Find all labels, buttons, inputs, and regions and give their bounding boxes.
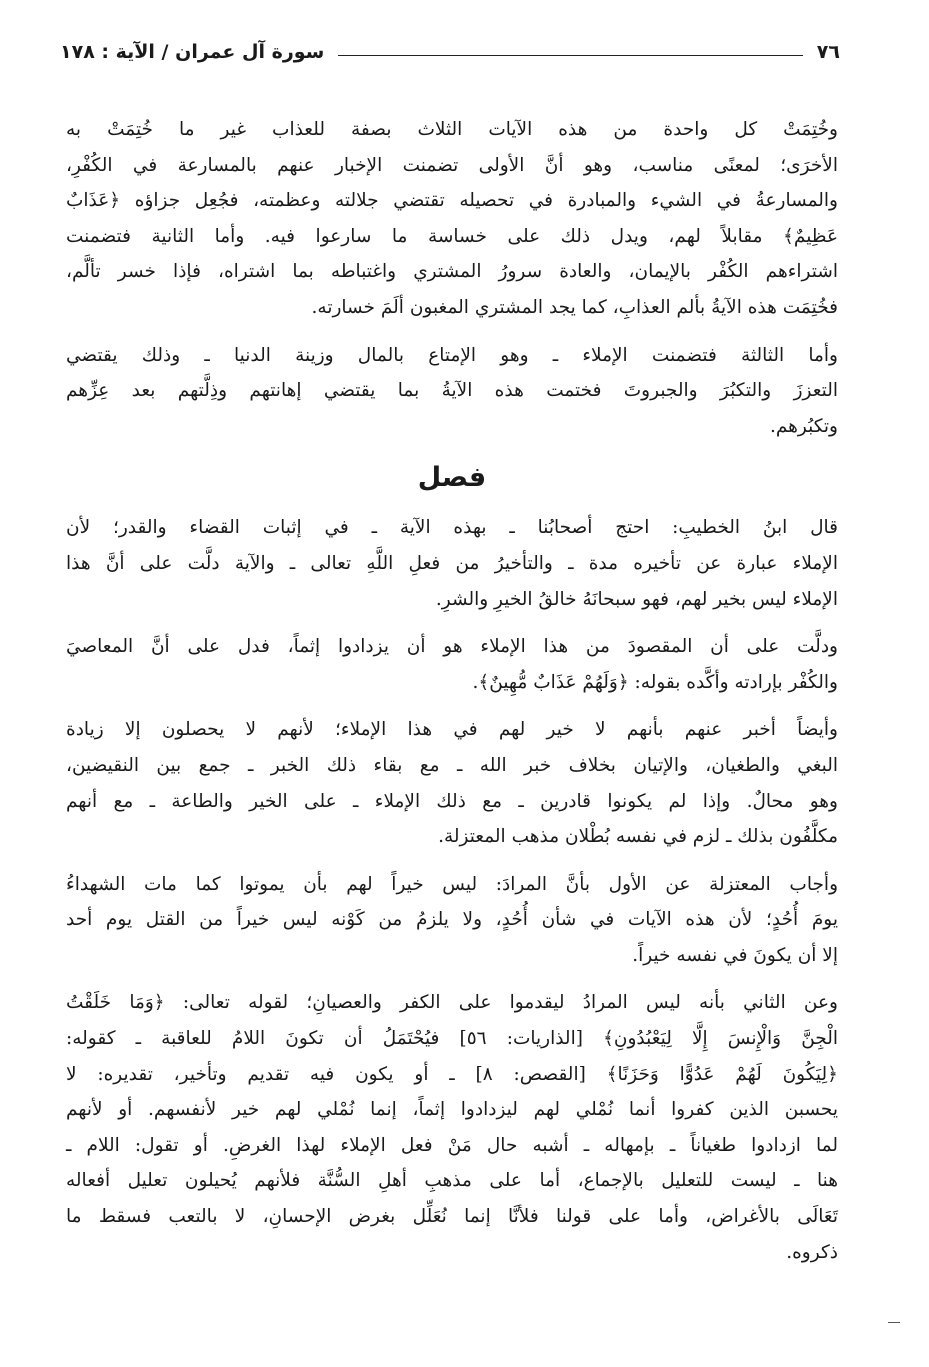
header-rule <box>338 55 802 56</box>
text-line: إلا أن يكونَ في نفسه خيراً. <box>632 944 838 966</box>
page-number: ٧٦ <box>816 41 840 63</box>
text-line: يومَ أُحُدٍ؛ لأن هذه الآيات في شأن أُحُدٍ، ولا يلزمُ من كَوْنه ليس خيراً من القتل يوم أحد <box>66 909 838 931</box>
text-line: الأخرَى؛ لمعنًى مناسب، وهو أنَّ الأولى تضمنت الإخبار عنهم بالمسارعة في الكُفْرِ، <box>66 154 838 176</box>
text-line: الْجِنَّ وَالْإِنسَ إِلَّا لِيَعْبُدُونِ﴾ [الذاريات: ٥٦] فيُحْتَمَلُ أن تكونَ اللامُ للعاقبة ـ كقوله: <box>66 1028 839 1050</box>
margin-mark <box>888 1322 900 1323</box>
text-line: فخُتِمَت هذه الآيةُ بألم العذابِ، كما يجد المشتري المغبون ألَمَ خسارته. <box>311 296 838 318</box>
text-line: وخُتِمَتْ كل واحدة من هذه الآيات الثلاث بصفة للعذاب غير ما خُتِمَتْ به <box>66 119 838 140</box>
paragraphs-before-section <box>66 112 838 444</box>
text-line: يحسبن الذين كفروا أنما نُمْلي لهم ليزدادوا إثماً، إنما نُمْلي لهم خير لأنفسهم. أو لأنهم <box>66 1099 838 1121</box>
text-line: الإملاء عبارة عن تأخيره مدة ـ والتأخيرُ من فعلِ اللَّهِ تعالى ـ والآية دلَّت على أنَّ هذا <box>66 552 838 574</box>
text-line: وهو محالٌ. وإذا لم يكونوا قادرين ـ مع ذلك الإملاء ـ على الخير والطاعة ـ مع أنهم <box>66 790 838 812</box>
paragraph <box>66 985 838 1270</box>
paragraph <box>66 629 838 700</box>
text-line: عَظِيمٌ﴾ مقابلاً لهم، ويدل ذلك على خساسة ما سارعوا فيه. وأما الثانية فتضمنت <box>66 225 838 247</box>
paragraph <box>66 712 838 854</box>
text-line: لما ازدادوا طغياناً ـ بإمهاله ـ أشبه حال مَنْ فعل الإملاء لهذا الغرضِ. أو تقول: اللام ـ <box>66 1134 838 1156</box>
text-line: وأجاب المعتزلة عن الأول بأنَّ المرادَ: ليس خيراً لهم بأن يموتوا كما مات الشهداءُ <box>66 873 838 895</box>
text-line: والمسارعةُ في الشيء والمبادرة في تحصيله تقتضي جلالته وعظمته، فجُعِل جزاؤه ﴿عَذَابٌ <box>66 190 838 212</box>
paragraph <box>66 338 838 445</box>
text-line: مكلَّفُون بذلك ـ لزم في نفسه بُطْلان مذهب المعتزلة. <box>438 826 838 848</box>
paragraph <box>66 112 838 326</box>
text-line: وتكبُرهم. <box>769 415 838 437</box>
text-line: وأيضاً أخبر عنهم بأنهم لا خير لهم في هذا الإملاء؛ لأنهم لا يحصلون إلا زيادة <box>66 719 838 741</box>
page-header <box>60 32 840 72</box>
paragraphs-after-section <box>66 510 838 1270</box>
text-line: تَعَالَى بالأغراض، وأما على قولنا فلأنَّا إنما نُعَلِّل بغرض الإحسانِ، لا بالتعب فسقط ما <box>66 1206 839 1228</box>
running-title: سورة آل عمران / الآية : ١٧٨ <box>60 41 325 63</box>
paragraph <box>66 867 838 974</box>
text-line: هنا ـ ليست للتعليل بالإجماع، أما على مذهبِ أهلِ السُّنَّة فلأنهم يُحيلون تعليل أفعاله <box>66 1170 838 1192</box>
paragraph <box>66 510 838 617</box>
section-title: فصل <box>417 462 487 494</box>
text-line: ذكروه. <box>786 1241 838 1263</box>
text-line: قال ابنُ الخطيبِ: احتج أصحابُنا ـ بهذه الآية ـ في إثبات القضاء والقدر؛ لأن <box>66 517 838 539</box>
text-line: اشتراءهم الكُفْر بالإيمان، والعادة سرورُ المشتري واغتباطه بما اشتراه، فإذا خسر تألَّم، <box>66 261 838 283</box>
text-line: ودلَّت على أن المقصودَ من هذا الإملاء هو أن يزدادوا إثماً، فدل على أنَّ المعاصيَ <box>66 636 838 658</box>
text-line: وأما الثالثة فتضمنت الإملاء ـ وهو الإمتاع بالمال وزينة الدنيا ـ وذلك يقتضي <box>66 344 838 366</box>
text-line: التعززَ والتكبُرَ والجبروتَ فختمت هذه الآيةُ بما يقتضي إهانتهم وذِلَّتهم بعد عِزِّهم <box>66 380 838 402</box>
page-body <box>66 112 838 1282</box>
text-line: الإملاء ليس بخير لهم، فهو سبحانَهُ خالقُ الخيرِ والشرِ. <box>435 588 838 610</box>
text-line: والكُفْر بإرادته وأكَّده بقوله: ﴿وَلَهُمْ عَذَابٌ مُّهِينٌ﴾. <box>472 671 838 693</box>
text-line: وعن الثاني بأنه ليس المرادُ ليقدموا على الكفر والعصيانِ؛ لقوله تعالى: ﴿وَمَا خَلَقْتُ <box>66 992 838 1014</box>
text-line: البغي والطغيان، والإتيان بخلاف خبر الله ـ مع بقاء ذلك الخبر ـ جمع بين النقيضين، <box>66 754 838 776</box>
text-line: ﴿لِيَكُونَ لَهُمْ عَدُوًّا وَحَزَنًا﴾ [القصص: ٨] ـ أو يكون فيه تقديم وتأخير، تقديره: لا <box>66 1063 838 1085</box>
